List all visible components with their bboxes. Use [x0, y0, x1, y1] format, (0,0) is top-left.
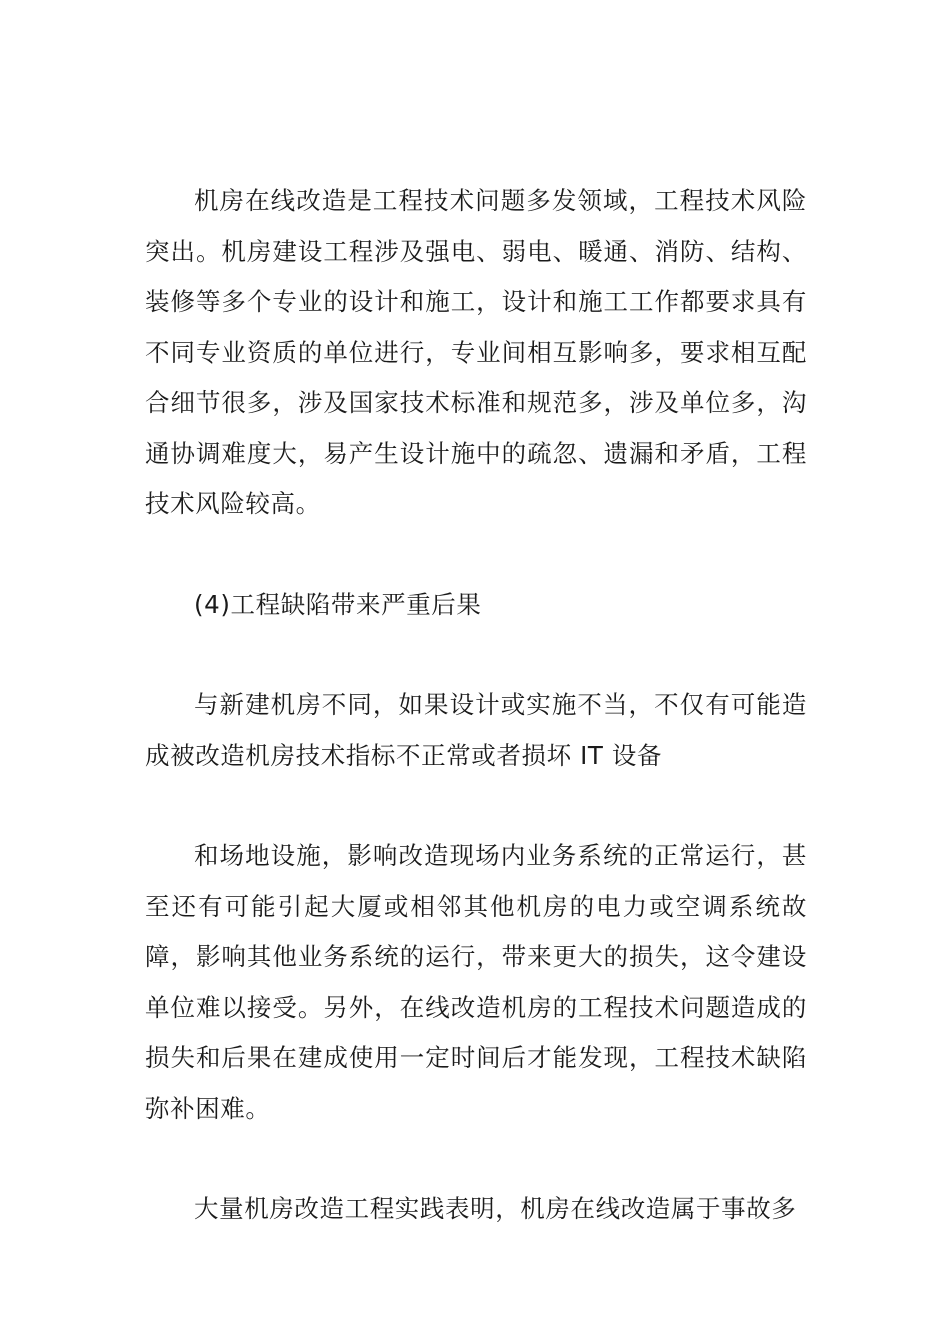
paragraph-new-vs-retrofit: 与新建机房不同，如果设计或实施不当，不仅有可能造成被改造机房技术指标不正常或者损坏 IT 设备 — [145, 690, 807, 770]
paragraph-technical-risk: 机房在线改造是工程技术问题多发领域，工程技术风险突出。机房建设工程涉及强电、弱电、暖通、消防、结构、装修等多个专业的设计和施工，设计和施工工作都要求具有不同专业资质的单位进行，专业间相互影响多，要求相互配合细节很多，涉及国家技术标准和规范多，涉及单位多，沟通协调难度大，易产生设计施中的疏忽、遗漏和矛盾，工程技术风险较高。 — [145, 186, 807, 518]
paragraph-practice: 大量机房改造工程实践表明，机房在线改造属于事故多 — [194, 1194, 797, 1223]
paragraph-site-facilities: 和场地设施，影响改造现场内业务系统的正常运行，甚至还有可能引起大厦或相邻其他机房的电力或空调系统故障，影响其他业务系统的运行，带来更大的损失，这令建设单位难以接受。另外，在线改造机房的工程技术问题造成的损失和后果在建成使用一定时间后才能发现，工程技术缺陷弥补困难。 — [145, 841, 807, 1123]
document-body — [145, 176, 807, 1235]
section-heading-engineering-defects: (4)工程缺陷带来严重后果 — [194, 589, 482, 619]
